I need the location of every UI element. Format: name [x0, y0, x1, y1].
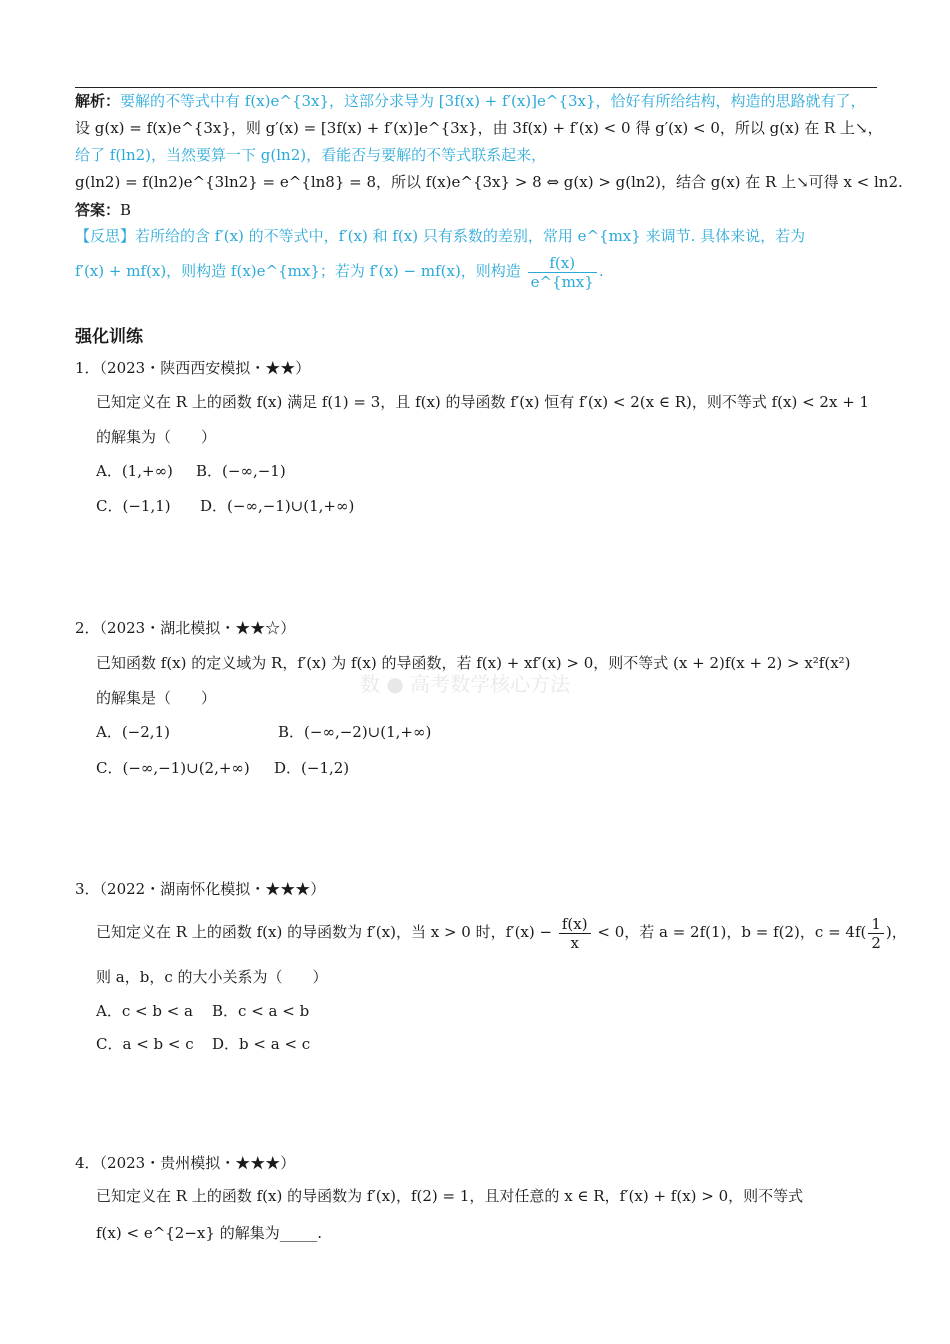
top-rule — [75, 87, 877, 88]
q3-fraction — [559, 915, 591, 952]
q3-stem-1b: < 0，若 a = 2f(1)，b = f(2)，c = 4f( — [597, 923, 867, 941]
reflection-frac-num: f(x) — [528, 254, 597, 273]
section-title: 强化训练 — [75, 327, 143, 347]
analysis-line-2: 设 g(x) = f(x)e^{3x}，则 g′(x) = [3f(x) + f′(x)]e^{3x}，由 3f(x) + f′(x) < 0 得 g′(x) < 0，所以 g(x) 在 R 上↘， — [75, 119, 883, 137]
q2-option-d: D．(−1,2) — [274, 759, 350, 777]
q4-stem-2: f(x) < e^{2−x} 的解集为_____. — [96, 1224, 322, 1242]
reflection-tail: . — [598, 262, 604, 280]
reflection-label: 【反思】 — [75, 227, 136, 245]
answer-value: B — [120, 201, 132, 219]
q3-header: 3．（2022・湖南怀化模拟・★★★） — [75, 880, 326, 898]
analysis-label: 解析： — [75, 92, 121, 110]
q3-half-fraction — [868, 915, 884, 952]
reflection-fraction — [528, 254, 597, 291]
reflection-line-2 — [75, 252, 604, 291]
reflection-text-2: f′(x) + mf(x)，则构造 f(x)e^{mx}；若为 f′(x) − mf(x)，则构造 — [75, 262, 521, 280]
reflection-line-1 — [75, 226, 805, 246]
answer-label: 答案： — [75, 201, 121, 219]
q3-frac-num: f(x) — [559, 915, 591, 934]
q3-stem-2: 则 a，b，c 的大小关系为（ ） — [96, 968, 328, 986]
q3-stem-1a: 已知定义在 R 上的函数 f(x) 的导函数为 f′(x)，当 x > 0 时，f′(x) − — [96, 923, 553, 941]
watermark: 数 ● 高考数学核心方法 — [360, 672, 571, 696]
q3-option-a: A．c < b < a — [96, 1002, 193, 1020]
q3-stem-1c: )， — [885, 923, 907, 941]
analysis-line-1 — [75, 91, 866, 111]
q1-stem-2: 的解集为（ ） — [96, 428, 217, 446]
q1-stem-1: 已知定义在 R 上的函数 f(x) 满足 f(1) = 3，且 f(x) 的导函数 f′(x) 恒有 f′(x) < 2(x ∈ R)，则不等式 f(x) < 2x + 1 — [96, 393, 870, 411]
q2-stem-1: 已知函数 f(x) 的定义域为 R，f′(x) 为 f(x) 的导函数，若 f(x) + xf′(x) > 0，则不等式 (x + 2)f(x + 2) > x²f(x²) — [96, 654, 851, 672]
q1-option-d: D．(−∞,−1)∪(1,+∞) — [200, 497, 355, 515]
q3-option-b: B．c < a < b — [212, 1002, 310, 1020]
q4-header: 4．（2023・贵州模拟・★★★） — [75, 1154, 296, 1172]
reflection-frac-den: e^{mx} — [530, 272, 594, 291]
q2-option-c: C．(−∞,−1)∪(2,+∞) — [96, 759, 250, 777]
q4-stem-1: 已知定义在 R 上的函数 f(x) 的导函数为 f′(x)，f(2) = 1，且对任意的 x ∈ R，f′(x) + f(x) > 0，则不等式 — [96, 1187, 804, 1205]
q1-option-b: B．(−∞,−1) — [196, 462, 286, 480]
q2-option-a: A．(−2,1) — [96, 723, 170, 741]
q3-half-num: 1 — [868, 915, 884, 934]
q3-option-d: D．b < a < c — [212, 1035, 311, 1053]
q1-option-c: C．(−1,1) — [96, 497, 171, 515]
analysis-text-1: 要解的不等式中有 f(x)e^{3x}，这部分求导为 [3f(x) + f′(x)]e^{3x}，恰好有所给结构，构造的思路就有了， — [120, 92, 866, 110]
analysis-line-4: g(ln2) = f(ln2)e^{3ln2} = e^{ln8} = 8，所以 f(x)e^{3x} > 8 ⇔ g(x) > g(ln2)，结合 g(x) 在 R 上↘可得 x < ln2. — [75, 173, 903, 191]
q3-half-den: 2 — [871, 933, 881, 952]
q1-header: 1．（2023・陕西西安模拟・★★） — [75, 359, 311, 377]
q2-header: 2．（2023・湖北模拟・★★☆） — [75, 619, 296, 637]
analysis-line-3: 给了 f(ln2)，当然要算一下 g(ln2)，看能否与要解的不等式联系起来， — [75, 146, 547, 164]
reflection-text-1: 若所给的含 f′(x) 的不等式中，f′(x) 和 f(x) 只有系数的差别，常用 e^{mx} 来调节. 具体来说，若为 — [135, 227, 806, 245]
q3-stem-1 — [96, 912, 907, 952]
answer-line — [75, 200, 131, 220]
q2-option-b: B．(−∞,−2)∪(1,+∞) — [278, 723, 432, 741]
q3-frac-den: x — [570, 933, 579, 952]
q2-stem-2: 的解集是（ ） — [96, 689, 217, 707]
q1-option-a: A．(1,+∞) — [96, 462, 173, 480]
q3-option-c: C．a < b < c — [96, 1035, 194, 1053]
